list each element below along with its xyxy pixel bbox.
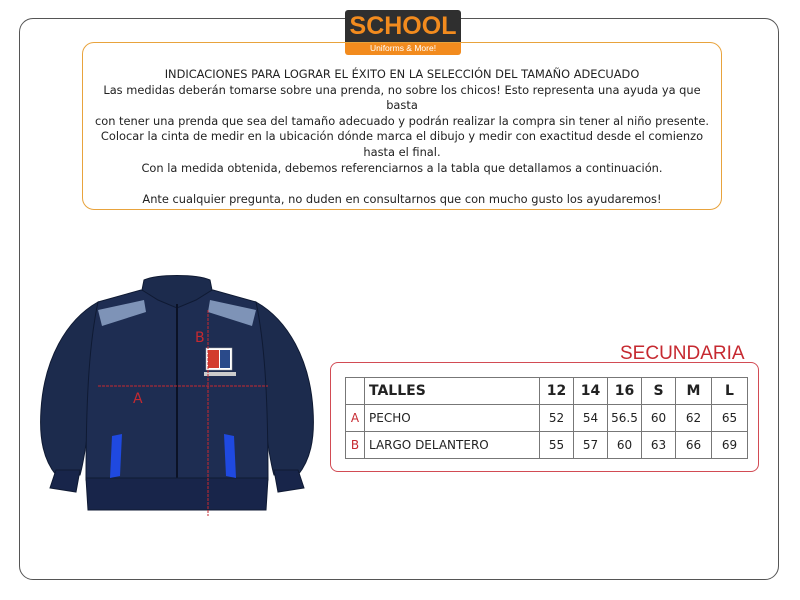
table-cell: 63 — [642, 432, 676, 459]
table-header-row — [346, 378, 748, 405]
row-code: B — [346, 432, 365, 459]
jacket-right-pocket — [224, 434, 236, 478]
instructions-box — [82, 42, 722, 210]
table-cell: 55 — [540, 432, 574, 459]
jacket-left-cuff — [50, 470, 80, 492]
size-table — [345, 377, 748, 459]
table-cell: 54 — [574, 405, 608, 432]
table-cell: 65 — [712, 405, 748, 432]
instructions-line: Colocar la cinta de medir en la ubicación dónde marca el dibujo y medir con exactitud desde el comienzo — [100, 129, 704, 144]
jacket-icon — [36, 270, 318, 522]
table-row — [346, 432, 748, 459]
logo-tagline: Uniforms & More! — [345, 42, 461, 55]
measure-label-b: B — [195, 330, 205, 346]
row-name: LARGO DELANTERO — [365, 432, 540, 459]
instructions-line: con tener una prenda que sea del tamaño adecuado y podrán realizar la compra sin tener al niño presente. — [94, 113, 710, 128]
table-cell: 60 — [608, 432, 642, 459]
table-header-label: TALLES — [365, 378, 540, 405]
instructions-line: Con la medida obtenida, debemos referenciarnos a la tabla que detallamos a continuación. — [141, 160, 663, 175]
row-name: PECHO — [365, 405, 540, 432]
table-cell: 62 — [676, 405, 712, 432]
table-cell: 52 — [540, 405, 574, 432]
instructions-line: hasta el final. — [363, 144, 441, 159]
section-title: SECUNDARIA — [620, 343, 745, 364]
table-row — [346, 405, 748, 432]
table-header-code — [346, 378, 365, 405]
table-cell: 56.5 — [608, 405, 642, 432]
table-cell: 60 — [642, 405, 676, 432]
instructions-line: Las medidas deberán tomarse sobre una prenda, no sobre los chicos! Esto representa una ayuda ya que basta — [103, 82, 701, 113]
jacket-right-cuff — [274, 470, 304, 492]
size-header: L — [712, 378, 748, 405]
table-cell: 66 — [676, 432, 712, 459]
jacket-left-pocket — [110, 434, 122, 478]
jacket-waistband — [86, 478, 268, 510]
measure-label-a: A — [133, 391, 143, 407]
size-header: 16 — [608, 378, 642, 405]
size-header: M — [676, 378, 712, 405]
table-cell: 69 — [712, 432, 748, 459]
row-code: A — [346, 405, 365, 432]
instructions-line: Ante cualquier pregunta, no duden en consultarnos que con mucho gusto los ayudaremos! — [142, 191, 662, 206]
size-header: 14 — [574, 378, 608, 405]
logo-brand: SCHOOL — [345, 10, 461, 42]
table-cell: 57 — [574, 432, 608, 459]
instructions-title: INDICACIONES PARA LOGRAR EL ÉXITO EN LA SELECCIÓN DEL TAMAÑO ADECUADO — [164, 67, 640, 81]
size-header: 12 — [540, 378, 574, 405]
size-header: S — [642, 378, 676, 405]
